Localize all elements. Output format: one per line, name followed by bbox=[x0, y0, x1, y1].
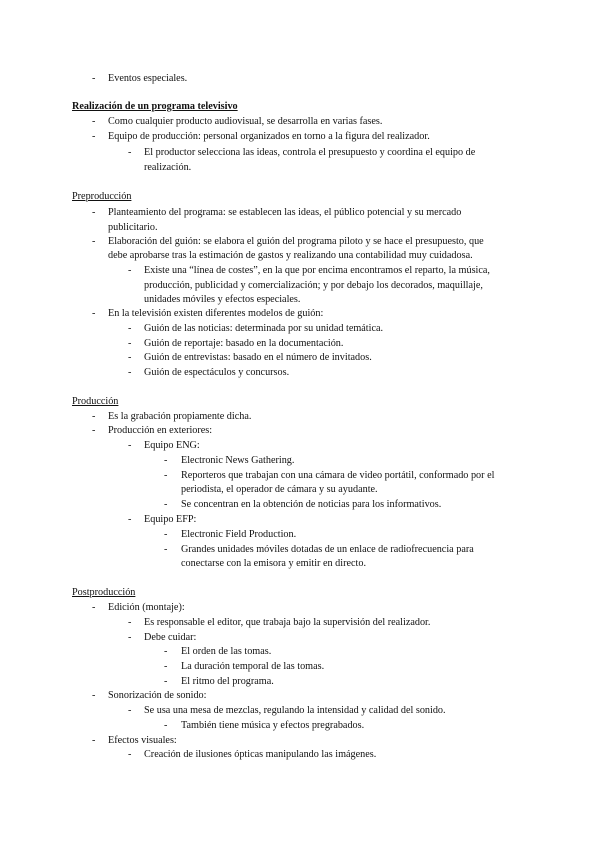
bullet-dash: - bbox=[128, 440, 132, 451]
list-item: También tiene música y efectos pregrabados. bbox=[181, 720, 365, 731]
bullet-dash: - bbox=[92, 425, 96, 436]
bullet-dash: - bbox=[164, 529, 168, 540]
list-item: El ritmo del programa. bbox=[181, 676, 274, 687]
bullet-dash: - bbox=[92, 131, 96, 142]
list-item: Es responsable el editor, que trabaja bajo la supervisión del realizador. bbox=[144, 617, 431, 628]
list-item: Creación de ilusiones ópticas manipulando las imágenes. bbox=[144, 749, 377, 760]
bullet-dash: - bbox=[92, 73, 96, 84]
list-item: Planteamiento del programa: se establecen las ideas, el público potencial y su mercado bbox=[108, 207, 462, 218]
list-item: Eventos especiales. bbox=[108, 73, 188, 84]
bullet-dash: - bbox=[128, 632, 132, 643]
list-item: Guión de reportaje: basado en la documentación. bbox=[144, 338, 344, 349]
list-item: Efectos visuales: bbox=[108, 735, 177, 746]
list-item: Electronic News Gathering. bbox=[181, 455, 295, 466]
list-item: Guión de las noticias: determinada por su unidad temática. bbox=[144, 323, 384, 334]
list-item: El productor selecciona las ideas, controla el presupuesto y coordina el equipo de bbox=[144, 147, 476, 158]
list-item: Edición (montaje): bbox=[108, 602, 185, 613]
list-item: Es la grabación propiamente dicha. bbox=[108, 411, 252, 422]
section-heading-preproduccion: Preproducción bbox=[72, 191, 132, 202]
list-item: Se concentran en la obtención de noticias para los informativos. bbox=[181, 499, 442, 510]
bullet-dash: - bbox=[164, 661, 168, 672]
section-heading-postproduccion: Postproducción bbox=[72, 587, 136, 598]
bullet-dash: - bbox=[92, 308, 96, 319]
bullet-dash: - bbox=[128, 617, 132, 628]
bullet-dash: - bbox=[128, 338, 132, 349]
bullet-dash: - bbox=[128, 367, 132, 378]
list-item-continuation: conectarse con la emisora y emitir en directo. bbox=[181, 558, 366, 569]
list-item: Como cualquier producto audiovisual, se desarrolla en varias fases. bbox=[108, 116, 383, 127]
list-item: Electronic Field Production. bbox=[181, 529, 297, 540]
list-item: La duración temporal de las tomas. bbox=[181, 661, 325, 672]
list-item: En la televisión existen diferentes modelos de guión: bbox=[108, 308, 324, 319]
bullet-dash: - bbox=[164, 455, 168, 466]
bullet-dash: - bbox=[92, 690, 96, 701]
bullet-dash: - bbox=[128, 514, 132, 525]
section-heading-realizacion: Realización de un programa televisivo bbox=[72, 101, 238, 112]
bullet-dash: - bbox=[164, 470, 168, 481]
list-item: Reporteros que trabajan con una cámara de video portátil, conformado por el bbox=[181, 470, 495, 481]
list-item: Elaboración del guión: se elabora el guión del programa piloto y se hace el presupuesto, que bbox=[108, 236, 484, 247]
bullet-dash: - bbox=[92, 236, 96, 247]
list-item: Guión de entrevistas: basado en el número de invitados. bbox=[144, 352, 372, 363]
list-item: Producción en exteriores: bbox=[108, 425, 213, 436]
list-item-continuation: debe aprobarse tras la estimación de gastos y realizando una contabilidad muy cuidadosa. bbox=[108, 250, 473, 261]
bullet-dash: - bbox=[92, 207, 96, 218]
section-heading-produccion: Producción bbox=[72, 396, 119, 407]
bullet-dash: - bbox=[128, 352, 132, 363]
list-item: Existe una “línea de costes”, en la que por encima encontramos el reparto, la música, bbox=[144, 265, 490, 276]
list-item-continuation: realización. bbox=[144, 162, 192, 173]
bullet-dash: - bbox=[164, 720, 168, 731]
bullet-dash: - bbox=[128, 147, 132, 158]
bullet-dash: - bbox=[164, 676, 168, 687]
bullet-dash: - bbox=[128, 705, 132, 716]
list-item: Debe cuidar: bbox=[144, 632, 197, 643]
bullet-dash: - bbox=[164, 499, 168, 510]
list-item: Grandes unidades móviles dotadas de un enlace de radiofrecuencia para bbox=[181, 544, 474, 555]
list-item: El orden de las tomas. bbox=[181, 646, 272, 657]
bullet-dash: - bbox=[92, 116, 96, 127]
bullet-dash: - bbox=[92, 411, 96, 422]
list-item-continuation: producción, publicidad y comercialización; y por debajo los decorados, maquillaje, bbox=[144, 280, 483, 291]
list-item: Equipo ENG: bbox=[144, 440, 200, 451]
list-item: Equipo EFP: bbox=[144, 514, 197, 525]
list-item: Se usa una mesa de mezclas, regulando la intensidad y calidad del sonido. bbox=[144, 705, 446, 716]
bullet-dash: - bbox=[128, 749, 132, 760]
bullet-dash: - bbox=[92, 735, 96, 746]
bullet-dash: - bbox=[128, 323, 132, 334]
bullet-dash: - bbox=[164, 544, 168, 555]
bullet-dash: - bbox=[128, 265, 132, 276]
bullet-dash: - bbox=[164, 646, 168, 657]
list-item: Guión de espectáculos y concursos. bbox=[144, 367, 290, 378]
list-item-continuation: periodista, el operador de cámara y su ayudante. bbox=[181, 484, 378, 495]
list-item: Sonorización de sonido: bbox=[108, 690, 207, 701]
list-item: Equipo de producción: personal organizados en torno a la figura del realizador. bbox=[108, 131, 430, 142]
list-item-continuation: unidades móviles y efectos especiales. bbox=[144, 294, 301, 305]
bullet-dash: - bbox=[92, 602, 96, 613]
list-item-continuation: publicitario. bbox=[108, 222, 158, 233]
